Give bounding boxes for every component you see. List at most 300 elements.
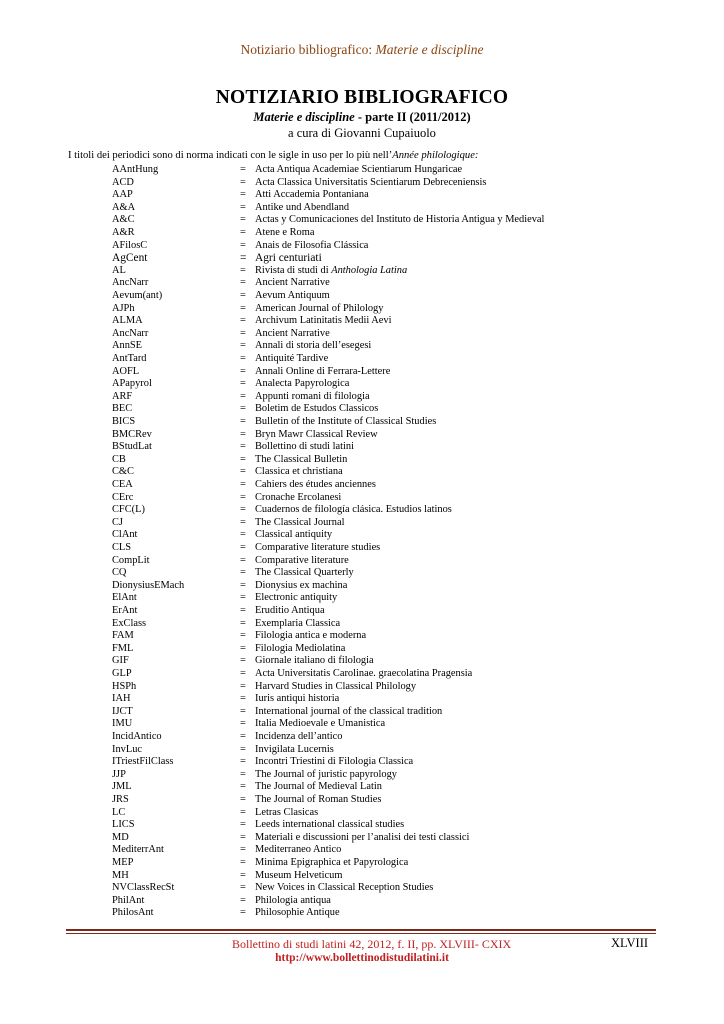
- equals-sign: =: [240, 844, 246, 856]
- list-item: [0, 630, 724, 643]
- journal-title-text: Cahiers des études anciennes: [255, 479, 376, 490]
- abbreviation: ITriestFilClass: [112, 756, 174, 768]
- equals-sign: =: [240, 655, 246, 667]
- intro-italic: Année philologique:: [392, 150, 479, 161]
- list-item: [0, 668, 724, 681]
- journal-title-text: Appunti romani di filologia: [255, 390, 370, 402]
- footer-citation: Bollettino di studi latini 42, 2012, f. II, pp. XLVIII- CXIX: [232, 937, 512, 951]
- journal-title-text: Giornale italiano di filologia: [255, 655, 374, 667]
- abbreviation: LC: [112, 806, 126, 818]
- journal-title: [255, 605, 325, 618]
- journal-title-text: Comparative literature: [255, 554, 349, 566]
- equals-sign: =: [240, 189, 246, 201]
- list-item: [0, 517, 724, 530]
- equals-sign: =: [240, 668, 246, 679]
- journal-title-text: Archivum Latinitatis Medii Aevi: [255, 315, 392, 327]
- journal-title-text: Leeds international classical studies: [255, 819, 405, 831]
- journal-title: [255, 303, 383, 316]
- equals-sign: =: [240, 529, 246, 541]
- equals-sign: =: [240, 894, 246, 906]
- journal-title-text: Acta Classica Universitatis Scientiarum Debreceniensis: [255, 176, 487, 188]
- journal-title: [255, 366, 390, 379]
- journal-title-text: Acta Universitatis Carolinae. graecolatina Pragensia: [255, 668, 473, 679]
- abbreviation: BEC: [112, 403, 133, 415]
- journal-title: [255, 693, 339, 706]
- abbreviation: JRS: [112, 794, 129, 805]
- list-item: [0, 429, 724, 442]
- list-item: [0, 744, 724, 757]
- list-item: [0, 252, 724, 265]
- journal-title: [255, 882, 433, 895]
- journal-title-text: Incidenza dell’antico: [255, 731, 343, 742]
- footer-rule-thin: [66, 933, 656, 934]
- journal-title: [255, 907, 340, 920]
- list-item: [0, 718, 724, 731]
- journal-title: [255, 580, 347, 593]
- equals-sign: =: [240, 365, 246, 377]
- abbreviation: BICS: [112, 416, 136, 427]
- abbreviation: C&C: [112, 466, 134, 478]
- journal-title: [255, 756, 413, 769]
- journal-title-italic: Anthologia Latina: [331, 264, 408, 276]
- page-number: XLVIII: [611, 936, 649, 950]
- equals-sign: =: [240, 567, 246, 579]
- equals-sign: =: [240, 630, 246, 642]
- abbreviation: CErc: [112, 491, 134, 503]
- list-item: [0, 214, 724, 227]
- abbreviation: IAH: [112, 693, 131, 705]
- list-item: [0, 794, 724, 807]
- list-item: [0, 366, 724, 379]
- journal-title: [255, 542, 380, 555]
- equals-sign: =: [240, 768, 246, 780]
- list-item: [0, 555, 724, 568]
- equals-sign: =: [240, 403, 246, 415]
- equals-sign: =: [240, 869, 246, 881]
- equals-sign: =: [240, 340, 246, 352]
- journal-title-text: International journal of the classical tradition: [255, 705, 443, 717]
- equals-sign: =: [240, 831, 246, 843]
- equals-sign: =: [240, 743, 246, 755]
- equals-sign: =: [240, 617, 246, 629]
- list-item: [0, 882, 724, 895]
- list-item: [0, 340, 724, 353]
- abbreviation: AAP: [112, 189, 133, 201]
- journal-title: [255, 781, 382, 794]
- journal-title-text: Rivista di studi di: [255, 264, 332, 276]
- journal-title-text: The Journal of Medieval Latin: [255, 781, 382, 793]
- list-item: [0, 441, 724, 454]
- journal-title-text: New Voices in Classical Reception Studies: [255, 882, 434, 894]
- list-item: [0, 907, 724, 920]
- journal-title-text: The Journal of juristic papyrology: [255, 768, 397, 780]
- page-title: NOTIZIARIO BIBLIOGRAFICO: [215, 87, 509, 108]
- equals-sign: =: [240, 819, 246, 831]
- equals-sign: =: [240, 290, 246, 301]
- abbreviation: AL: [112, 264, 126, 276]
- equals-sign: =: [240, 491, 246, 503]
- journal-title: [255, 529, 332, 542]
- journal-title: [255, 353, 328, 366]
- journal-title: [255, 315, 392, 328]
- journal-title-text: Annali di storia dell’esegesi: [255, 340, 372, 352]
- equals-sign: =: [240, 390, 246, 402]
- list-item: [0, 492, 724, 505]
- list-item: [0, 378, 724, 391]
- abbreviation: CB: [112, 453, 126, 465]
- journal-title: [255, 807, 318, 820]
- list-item: [0, 756, 724, 769]
- journal-title: [255, 731, 342, 744]
- abbreviation: IMU: [112, 718, 133, 730]
- journal-title-text: Agri centuriati: [255, 252, 322, 265]
- equals-sign: =: [240, 176, 246, 188]
- journal-title-text: Aevum Antiquum: [255, 290, 330, 301]
- journal-title: [255, 265, 407, 278]
- abbreviation: ElAnt: [112, 592, 137, 604]
- equals-sign: =: [240, 441, 246, 453]
- equals-sign: =: [240, 642, 246, 654]
- journal-title-text: Invigilata Lucernis: [255, 743, 334, 755]
- journal-title: [255, 895, 331, 908]
- journal-title: [255, 668, 472, 681]
- abbreviation: ACD: [112, 176, 134, 188]
- equals-sign: =: [240, 857, 246, 868]
- list-item: [0, 466, 724, 479]
- list-item: [0, 277, 724, 290]
- journal-title-text: Electronic antiquity: [255, 592, 338, 604]
- journal-title: [255, 567, 354, 580]
- list-item: [0, 227, 724, 240]
- equals-sign: =: [240, 479, 246, 490]
- subtitle: [0, 110, 724, 125]
- running-head-italic: Materie e discipline: [375, 42, 484, 57]
- journal-title: [255, 819, 404, 832]
- equals-sign: =: [240, 680, 246, 692]
- journal-title-text: Bollettino di studi latini: [255, 441, 355, 453]
- journal-title-text: Bulletin of the Institute of Classical Studies: [255, 416, 437, 427]
- journal-title-text: Filologia antica e moderna: [255, 630, 367, 642]
- journal-title-text: American Journal of Philology: [255, 302, 384, 314]
- journal-title: [255, 517, 344, 530]
- journal-title: [255, 202, 349, 215]
- equals-sign: =: [240, 579, 246, 591]
- intro-text: [68, 150, 478, 161]
- journal-title: [255, 655, 374, 668]
- equals-sign: =: [240, 277, 246, 289]
- abbreviation: BStudLat: [112, 441, 152, 453]
- equals-sign: =: [240, 516, 246, 528]
- journal-title-text: Actas y Comunicaciones del Instituto de Historia Antigua y Medieval: [255, 214, 545, 226]
- journal-title-text: Philosophie Antique: [255, 907, 340, 919]
- journal-title: [255, 643, 345, 656]
- abbreviation: AFilosC: [112, 239, 148, 251]
- abbreviation: ALMA: [112, 315, 143, 327]
- list-item: [0, 315, 724, 328]
- list-item: [0, 202, 724, 215]
- journal-title: [255, 794, 381, 807]
- list-item: [0, 164, 724, 177]
- journal-title-text: Cronache Ercolanesi: [255, 491, 342, 503]
- journal-title: [255, 416, 436, 429]
- abbreviation: PhilosAnt: [112, 907, 154, 919]
- list-item: [0, 832, 724, 845]
- abbreviation: GIF: [112, 655, 129, 667]
- journal-title: [255, 479, 376, 492]
- abbreviation: AnnSE: [112, 340, 143, 352]
- list-item: [0, 706, 724, 719]
- journal-title-text: Ancient Narrative: [255, 327, 330, 339]
- journal-title-text: Atti Accademia Pontaniana: [255, 189, 369, 201]
- journal-title: [255, 177, 486, 190]
- journal-title: [255, 618, 340, 631]
- list-item: [0, 479, 724, 492]
- list-item: [0, 189, 724, 202]
- abbreviation: BMCRev: [112, 428, 152, 440]
- equals-sign: =: [240, 794, 246, 805]
- equals-sign: =: [240, 705, 246, 717]
- journal-title: [255, 277, 330, 290]
- journal-title: [255, 870, 342, 883]
- equals-sign: =: [240, 416, 246, 427]
- equals-sign: =: [240, 693, 246, 705]
- abbreviation: HSPh: [112, 680, 137, 692]
- abbreviation: MH: [112, 869, 129, 881]
- list-item: [0, 844, 724, 857]
- equals-sign: =: [240, 756, 246, 768]
- abbreviation: ErAnt: [112, 605, 138, 616]
- equals-sign: =: [240, 315, 246, 327]
- subtitle-rest: - parte II (2011/2012): [354, 110, 471, 124]
- journal-title-text: Filologia Mediolatina: [255, 642, 346, 654]
- journal-title-text: Philologia antiqua: [255, 894, 331, 906]
- equals-sign: =: [240, 353, 246, 364]
- list-item: [0, 681, 724, 694]
- list-item: [0, 693, 724, 706]
- journal-title: [255, 441, 354, 454]
- list-item: [0, 290, 724, 303]
- journal-title: [255, 681, 416, 694]
- equals-sign: =: [240, 378, 246, 390]
- abbreviation: A&R: [112, 227, 135, 238]
- equals-sign: =: [240, 882, 246, 894]
- journal-title-text: Iuris antiqui historia: [255, 693, 340, 705]
- list-item: [0, 177, 724, 190]
- equals-sign: =: [240, 504, 246, 516]
- abbreviation: FML: [112, 642, 134, 654]
- list-item: [0, 265, 724, 278]
- journal-title-text: Harvard Studies in Classical Philology: [255, 680, 417, 692]
- equals-sign: =: [240, 466, 246, 478]
- journal-title-text: Museum Helveticum: [255, 869, 343, 881]
- list-item: [0, 655, 724, 668]
- abbreviation: AAntHung: [112, 164, 159, 175]
- journal-title-text: Exemplaria Classica: [255, 617, 341, 629]
- list-item: [0, 240, 724, 253]
- journal-title-text: Cuadernos de filología clásica. Estudios latinos: [255, 504, 452, 516]
- equals-sign: =: [240, 227, 246, 238]
- journal-title-text: Italia Medioevale e Umanistica: [255, 718, 386, 730]
- list-item: [0, 781, 724, 794]
- list-item: [0, 819, 724, 832]
- subtitle-italic: Materie e discipline: [253, 110, 355, 124]
- journal-title-text: The Classical Quarterly: [255, 567, 354, 579]
- journal-title-text: The Classical Journal: [255, 516, 345, 528]
- list-item: [0, 567, 724, 580]
- list-item: [0, 807, 724, 820]
- journal-title: [255, 504, 452, 517]
- equals-sign: =: [240, 781, 246, 793]
- journal-title: [255, 429, 378, 442]
- journal-title-text: Materiali e discussioni per l’analisi dei testi classici: [255, 831, 470, 843]
- journal-title: [255, 378, 349, 391]
- running-head-prefix: Notiziario bibliografico:: [240, 42, 376, 57]
- abbreviation: CompLit: [112, 554, 150, 566]
- running-head: [0, 42, 724, 58]
- journal-title: [255, 454, 347, 467]
- journal-title-text: Eruditio Antiqua: [255, 605, 325, 616]
- abbreviation: MD: [112, 831, 129, 843]
- equals-sign: =: [240, 605, 246, 616]
- abbreviation: AgCent: [112, 252, 148, 265]
- equals-sign: =: [240, 592, 246, 604]
- journal-title: [255, 403, 378, 416]
- journal-title: [255, 214, 544, 227]
- abbreviation: CEA: [112, 479, 133, 490]
- list-item: [0, 731, 724, 744]
- list-item: [0, 769, 724, 782]
- journal-title: [255, 189, 369, 202]
- list-item: [0, 592, 724, 605]
- journal-title: [255, 844, 341, 857]
- abbreviation: FAM: [112, 630, 134, 642]
- equals-sign: =: [240, 264, 246, 276]
- journal-title: [255, 492, 341, 505]
- equals-sign: =: [240, 239, 246, 251]
- journal-title: [255, 340, 371, 353]
- journal-title: [255, 227, 314, 240]
- abbreviation: AncNarr: [112, 277, 149, 289]
- abbreviation: AOFL: [112, 365, 140, 377]
- journal-title: [255, 706, 442, 719]
- abbreviation: IJCT: [112, 705, 133, 717]
- abbreviation: IncidAntico: [112, 731, 162, 742]
- equals-sign: =: [240, 164, 246, 175]
- equals-sign: =: [240, 554, 246, 566]
- journal-title-text: Annali Online di Ferrara-Lettere: [255, 365, 391, 377]
- abbreviation: DionysiusEMach: [112, 579, 185, 591]
- journal-title-text: Letras Clasicas: [255, 806, 319, 818]
- list-item: [0, 542, 724, 555]
- journal-title: [255, 240, 368, 253]
- abbreviation: ARF: [112, 390, 133, 402]
- abbreviation: Aevum(ant): [112, 290, 163, 301]
- journal-title-text: Classical antiquity: [255, 529, 333, 541]
- equals-sign: =: [240, 718, 246, 730]
- equals-sign: =: [240, 201, 246, 213]
- abbreviation: CFC(L): [112, 504, 145, 516]
- journal-title: [255, 857, 408, 870]
- abbreviation: NVClassRecSt: [112, 882, 175, 894]
- journal-title-text: Antike und Abendland: [255, 201, 350, 213]
- journal-title: [255, 555, 349, 568]
- equals-sign: =: [240, 907, 246, 919]
- intro-plain: I titoli dei periodici sono di norma indicati con le sigle in uso per lo più nell’: [68, 150, 393, 161]
- list-item: [0, 529, 724, 542]
- equals-sign: =: [240, 428, 246, 440]
- list-item: [0, 454, 724, 467]
- abbreviation: A&C: [112, 214, 135, 226]
- journal-title: [255, 592, 337, 605]
- equals-sign: =: [240, 731, 246, 742]
- journal-title-text: Ancient Narrative: [255, 277, 330, 289]
- journal-title: [255, 328, 330, 341]
- list-item: [0, 328, 724, 341]
- abbreviation: LICS: [112, 819, 135, 831]
- journal-title: [255, 252, 322, 265]
- equals-sign: =: [240, 542, 246, 553]
- list-item: [0, 416, 724, 429]
- journal-title-text: Incontri Triestini di Filologia Classica: [255, 756, 414, 768]
- journal-title: [255, 744, 334, 757]
- equals-sign: =: [240, 252, 247, 265]
- journal-title-text: Anais de Filosofia Clássica: [255, 239, 369, 251]
- journal-title: [255, 718, 385, 731]
- journal-title-text: Classica et christiana: [255, 466, 343, 478]
- journal-title: [255, 832, 469, 845]
- journal-title-text: Comparative literature studies: [255, 542, 381, 553]
- journal-title-text: Minima Epigraphica et Papyrologica: [255, 857, 409, 868]
- editor-line: a cura di Giovanni Cupaiuolo: [288, 126, 436, 140]
- journal-title: [255, 769, 397, 782]
- abbreviation: JML: [112, 781, 132, 793]
- abbreviation: AJPh: [112, 302, 135, 314]
- journal-title-text: The Classical Bulletin: [255, 453, 348, 465]
- footer-rule: [66, 929, 656, 931]
- abbreviation: APapyrol: [112, 378, 152, 390]
- list-item: [0, 580, 724, 593]
- equals-sign: =: [240, 453, 246, 465]
- abbreviation: CQ: [112, 567, 127, 579]
- journal-title: [255, 164, 462, 177]
- list-item: [0, 391, 724, 404]
- abbreviation: JJP: [112, 768, 126, 780]
- equals-sign: =: [240, 214, 246, 226]
- list-item: [0, 353, 724, 366]
- abbreviation: MediterrAnt: [112, 844, 164, 856]
- abbreviation: ClAnt: [112, 529, 138, 541]
- equals-sign: =: [240, 302, 246, 314]
- list-item: [0, 403, 724, 416]
- journal-title: [255, 466, 343, 479]
- abbreviation: AncNarr: [112, 327, 149, 339]
- abbreviation: InvLuc: [112, 743, 143, 755]
- journal-title-text: Boletim de Estudos Classicos: [255, 403, 379, 415]
- list-item: [0, 895, 724, 908]
- list-item: [0, 303, 724, 316]
- abbreviation: ExClass: [112, 617, 147, 629]
- abbreviation: MEP: [112, 857, 134, 868]
- footer-url-link[interactable]: http://www.bollettinodistudilatini.it: [275, 952, 449, 964]
- journal-title-text: Analecta Papyrologica: [255, 378, 350, 390]
- list-item: [0, 643, 724, 656]
- list-item: [0, 504, 724, 517]
- list-item: [0, 618, 724, 631]
- journal-title-text: The Journal of Roman Studies: [255, 794, 382, 805]
- equals-sign: =: [240, 327, 246, 339]
- equals-sign: =: [240, 806, 246, 818]
- journal-title-text: Atene e Roma: [255, 227, 315, 238]
